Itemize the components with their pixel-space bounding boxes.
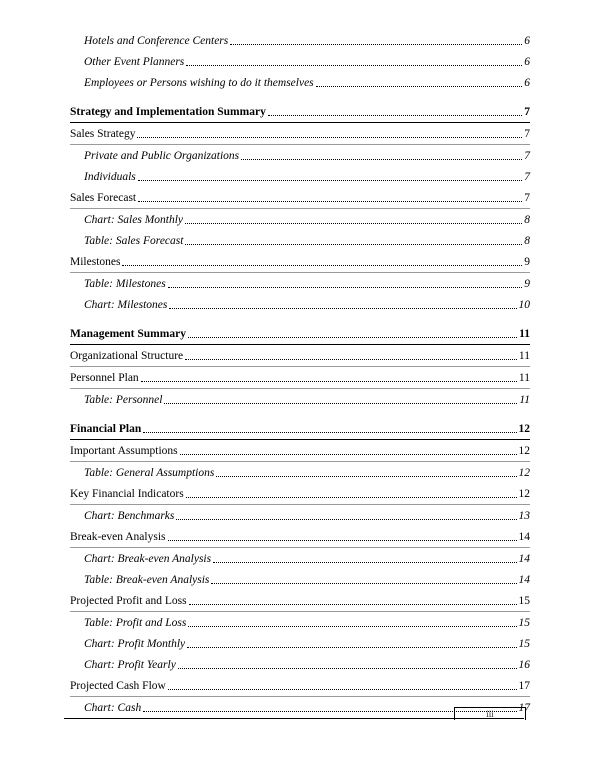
toc-entry-title: Milestones xyxy=(70,256,121,268)
dot-leader xyxy=(185,223,522,224)
toc-entry-page: 7 xyxy=(524,128,530,140)
toc-entry-page: 7 xyxy=(524,192,530,204)
toc-entry-title: Projected Profit and Loss xyxy=(70,595,187,607)
toc-entry[interactable] xyxy=(70,505,530,526)
toc-entry-page: 15 xyxy=(518,595,530,607)
dot-leader xyxy=(187,647,516,648)
toc-entry-page: 8 xyxy=(524,235,530,247)
dot-leader xyxy=(268,115,522,116)
toc-entry-title: Personnel Plan xyxy=(70,372,139,384)
toc-entry[interactable] xyxy=(70,166,530,187)
toc-entry-page: 12 xyxy=(518,445,530,457)
toc-entry-page: 9 xyxy=(524,256,530,268)
toc-entry[interactable] xyxy=(70,209,530,230)
toc-entry[interactable] xyxy=(70,294,530,315)
toc-entry-page: 17 xyxy=(518,702,530,714)
toc-entry[interactable] xyxy=(70,633,530,654)
dot-leader xyxy=(168,287,523,288)
toc-entry-page: 9 xyxy=(524,278,530,290)
toc-entry-title: Table: Sales Forecast xyxy=(84,235,184,247)
toc-entry-page: 15 xyxy=(518,617,530,629)
dot-leader xyxy=(122,265,522,266)
toc-entry-title: Chart: Benchmarks xyxy=(84,510,175,522)
dot-leader xyxy=(137,137,522,138)
dot-leader xyxy=(185,359,517,360)
toc-entry-title: Organizational Structure xyxy=(70,350,184,362)
dot-leader xyxy=(178,668,517,669)
toc-entry-title: Table: Milestones xyxy=(84,278,166,290)
toc-entry[interactable] xyxy=(70,569,530,590)
toc-entry[interactable] xyxy=(70,273,530,294)
toc-entry-page: 11 xyxy=(519,394,530,406)
dot-leader xyxy=(186,497,517,498)
toc-entry-title: Management Summary xyxy=(70,328,186,340)
toc-entry[interactable] xyxy=(70,462,530,483)
toc-entry-title: Chart: Profit Yearly xyxy=(84,659,176,671)
toc-entry[interactable] xyxy=(70,612,530,633)
toc-entry[interactable] xyxy=(70,51,530,72)
dot-leader xyxy=(188,337,517,338)
page-number: iii xyxy=(454,707,526,720)
toc-entry-page: 12 xyxy=(518,488,530,500)
toc-entry[interactable] xyxy=(70,230,530,251)
toc-entry-title: Financial Plan xyxy=(70,423,142,435)
toc-entry-page: 7 xyxy=(524,106,530,118)
toc-entry[interactable] xyxy=(70,123,530,145)
toc-entry-title: Chart: Cash xyxy=(84,702,142,714)
toc-entry[interactable] xyxy=(70,251,530,273)
toc-entry-page: 10 xyxy=(518,299,530,311)
toc-entry-page: 11 xyxy=(518,350,530,362)
dot-leader xyxy=(138,180,523,181)
toc-entry-title: Table: Personnel xyxy=(84,394,163,406)
toc-entry-title: Chart: Break-even Analysis xyxy=(84,553,212,565)
dot-leader xyxy=(186,65,522,66)
dot-leader xyxy=(185,244,522,245)
toc-entry-title: Strategy and Implementation Summary xyxy=(70,106,266,118)
toc-entry-title: Chart: Sales Monthly xyxy=(84,214,184,226)
dot-leader xyxy=(316,86,523,87)
toc-entry-title: Employees or Persons wishing to do it themselves xyxy=(84,77,314,89)
toc-entry[interactable] xyxy=(70,654,530,675)
toc-entry[interactable] xyxy=(70,72,530,93)
dot-leader xyxy=(168,540,517,541)
toc-entry-page: 7 xyxy=(524,171,530,183)
toc-entry-page: 17 xyxy=(518,680,530,692)
dot-leader xyxy=(141,381,517,382)
toc-entry-title: Break-even Analysis xyxy=(70,531,166,543)
toc-entry-page: 7 xyxy=(524,150,530,162)
toc-entry-page: 14 xyxy=(518,553,530,565)
toc-entry[interactable] xyxy=(70,30,530,51)
dot-leader xyxy=(216,476,516,477)
toc-entry[interactable] xyxy=(70,590,530,612)
toc-entry-page: 11 xyxy=(519,328,530,340)
toc-entry-title: Individuals xyxy=(84,171,136,183)
toc-entry-page: 12 xyxy=(518,423,530,435)
toc-entry-title: Table: Break-even Analysis xyxy=(84,574,210,586)
toc-entry[interactable] xyxy=(70,389,530,410)
toc-entry-title: Projected Cash Flow xyxy=(70,680,166,692)
toc-entry-page: 13 xyxy=(518,510,530,522)
toc-section-heading[interactable] xyxy=(70,418,530,440)
dot-leader xyxy=(230,44,522,45)
toc-entry-page: 12 xyxy=(518,467,530,479)
toc-entry-page: 6 xyxy=(524,56,530,68)
toc-entry-page: 16 xyxy=(518,659,530,671)
toc-entry-page: 14 xyxy=(518,531,530,543)
toc-entry-title: Important Assumptions xyxy=(70,445,178,457)
toc-entry-title: Chart: Milestones xyxy=(84,299,168,311)
dot-leader xyxy=(211,583,516,584)
toc-entry-title: Key Financial Indicators xyxy=(70,488,184,500)
toc-entry[interactable] xyxy=(70,548,530,569)
toc-entry-title: Table: General Assumptions xyxy=(84,467,215,479)
dot-leader xyxy=(241,159,522,160)
toc-entry-page: 6 xyxy=(524,35,530,47)
toc-entry[interactable] xyxy=(70,145,530,166)
table-of-contents xyxy=(70,30,530,718)
toc-entry-page: 15 xyxy=(518,638,530,650)
toc-entry[interactable] xyxy=(70,345,530,367)
toc-entry[interactable] xyxy=(70,483,530,505)
toc-entry[interactable] xyxy=(70,187,530,209)
toc-entry-title: Sales Strategy xyxy=(70,128,136,140)
dot-leader xyxy=(143,432,516,433)
dot-leader xyxy=(188,626,516,627)
dot-leader xyxy=(176,519,516,520)
toc-entry-title: Private and Public Organizations xyxy=(84,150,240,162)
toc-section-heading[interactable] xyxy=(70,101,530,123)
dot-leader xyxy=(138,201,522,202)
toc-entry[interactable] xyxy=(70,367,530,389)
toc-entry-page: 11 xyxy=(518,372,530,384)
dot-leader xyxy=(189,604,517,605)
dot-leader xyxy=(169,308,516,309)
toc-entry[interactable] xyxy=(70,526,530,548)
toc-entry[interactable] xyxy=(70,440,530,462)
toc-entry-page: 6 xyxy=(524,77,530,89)
toc-entry-title: Hotels and Conference Centers xyxy=(84,35,229,47)
toc-entry[interactable] xyxy=(70,675,530,697)
dot-leader xyxy=(164,403,517,404)
toc-entry-title: Chart: Profit Monthly xyxy=(84,638,186,650)
toc-entry-title: Sales Forecast xyxy=(70,192,137,204)
toc-entry-title: Other Event Planners xyxy=(84,56,185,68)
dot-leader xyxy=(180,454,517,455)
toc-entry-page: 8 xyxy=(524,214,530,226)
dot-leader xyxy=(213,562,516,563)
toc-entry-title: Table: Profit and Loss xyxy=(84,617,187,629)
toc-section-heading[interactable] xyxy=(70,323,530,345)
toc-entry-page: 14 xyxy=(518,574,530,586)
dot-leader xyxy=(168,689,517,690)
